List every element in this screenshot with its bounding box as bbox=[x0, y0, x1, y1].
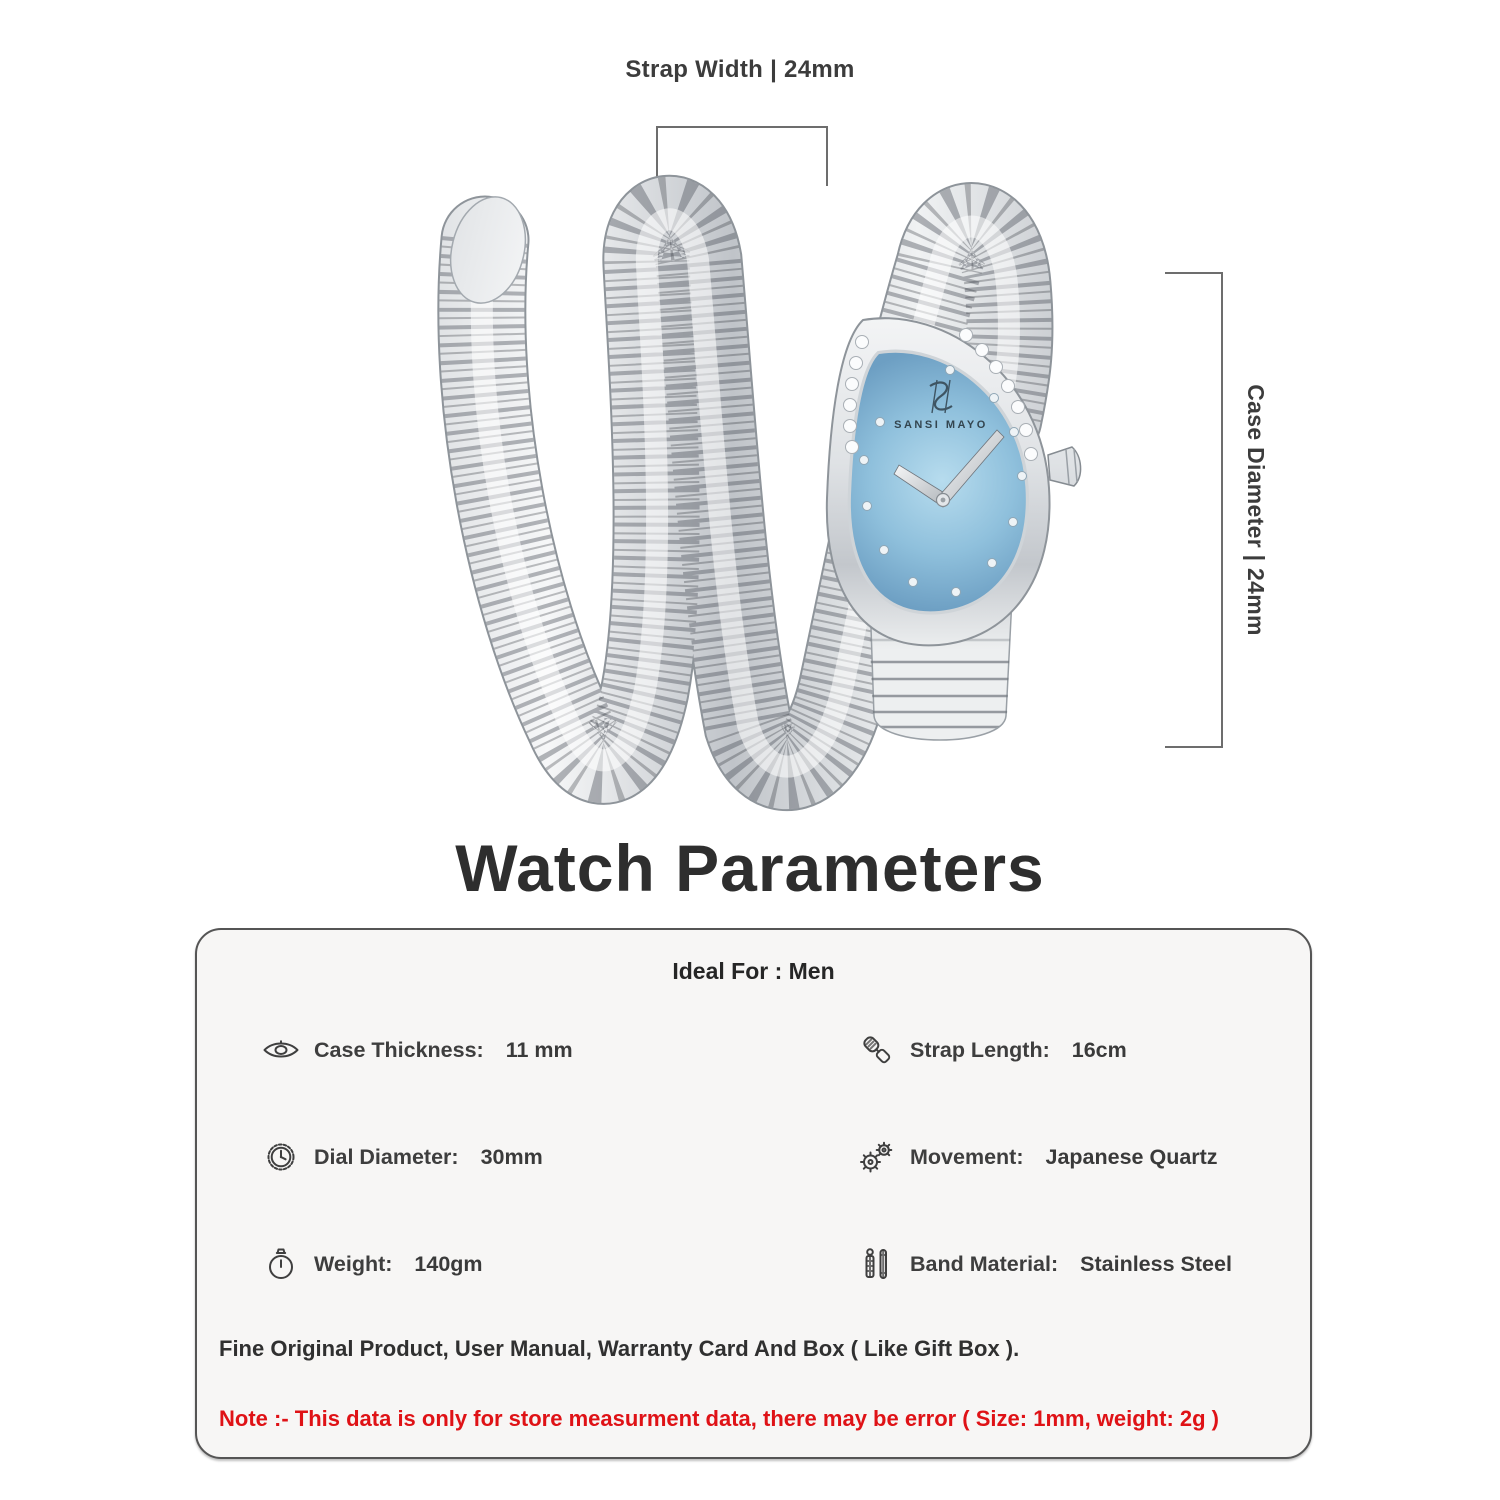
spec-label: Weight: bbox=[314, 1251, 393, 1276]
spec-value: Stainless Steel bbox=[1080, 1251, 1232, 1276]
note-text: Note :- This data is only for store measurment data, there may be error ( Size: 1mm, weight: 2g ) bbox=[219, 1406, 1220, 1431]
movement-icon bbox=[857, 1137, 897, 1177]
spec-label: Dial Diameter: bbox=[314, 1144, 459, 1169]
spec-value: 140gm bbox=[414, 1251, 483, 1276]
includes-text: Fine Original Product, User Manual, Warranty Card And Box ( Like Gift Box ). bbox=[219, 1336, 1020, 1361]
brand-name: SANSI MAYO bbox=[894, 419, 988, 431]
case-diameter-bracket-top bbox=[1165, 272, 1223, 274]
case-diameter-bracket-bottom bbox=[1165, 746, 1223, 748]
spec-value: Japanese Quartz bbox=[1045, 1144, 1218, 1169]
spec-label: Case Thickness: bbox=[314, 1037, 484, 1062]
spec-weight bbox=[261, 1243, 483, 1285]
strap-width-label: Strap Width | 24mm bbox=[625, 56, 855, 83]
watch-crown bbox=[1048, 447, 1081, 486]
spec-value: 16cm bbox=[1071, 1037, 1127, 1062]
spec-dial-diameter bbox=[261, 1136, 543, 1178]
strap-width-bracket-top bbox=[656, 126, 828, 128]
weight-icon bbox=[261, 1244, 301, 1284]
watch-product-image bbox=[400, 170, 1140, 820]
strap-length-icon bbox=[857, 1030, 897, 1070]
spec-label: Band Material: bbox=[910, 1251, 1059, 1276]
spec-case-thickness bbox=[261, 1029, 573, 1071]
band-material-icon bbox=[857, 1244, 897, 1284]
case-thickness-icon bbox=[261, 1030, 301, 1070]
case-diameter-label: Case Diameter | 24mm bbox=[1243, 384, 1269, 636]
spec-value: 30mm bbox=[480, 1144, 543, 1169]
dial-diameter-icon bbox=[261, 1137, 301, 1177]
case-diameter-bracket-line bbox=[1221, 272, 1223, 748]
spec-value: 11 mm bbox=[505, 1037, 573, 1062]
spec-strap-length bbox=[857, 1029, 1127, 1071]
spec-label: Movement: bbox=[910, 1144, 1024, 1169]
page-title: Watch Parameters bbox=[455, 831, 1045, 905]
spec-movement bbox=[857, 1136, 1218, 1178]
ideal-for-text: Ideal For : Men bbox=[672, 958, 835, 984]
spec-band-material bbox=[857, 1243, 1232, 1285]
parameters-card bbox=[195, 928, 1312, 1459]
spec-label: Strap Length: bbox=[910, 1037, 1050, 1062]
